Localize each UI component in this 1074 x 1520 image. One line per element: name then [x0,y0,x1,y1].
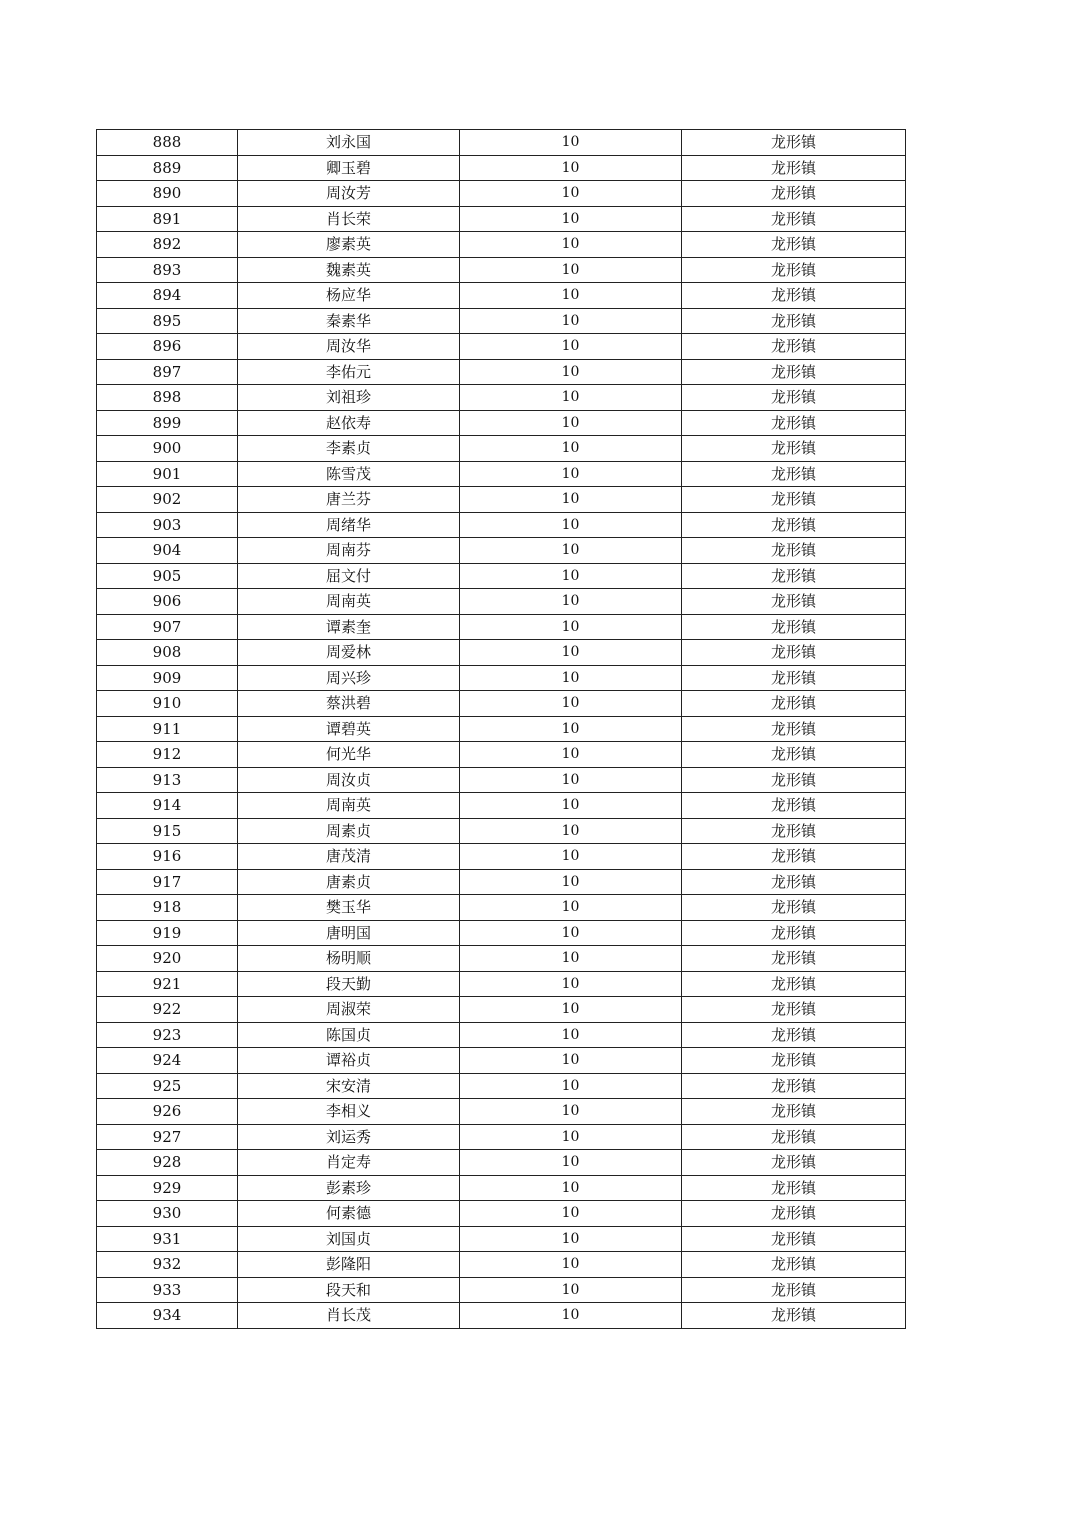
row-number-cell: 919 [97,920,238,946]
row-number-cell: 908 [97,640,238,666]
table-row [97,130,906,156]
table-row [97,1252,906,1278]
row-number-cell: 906 [97,589,238,615]
person-name-cell: 赵依寿 [238,410,460,436]
table-row [97,385,906,411]
town-cell: 龙形镇 [682,563,906,589]
person-name-cell: 蔡洪碧 [238,691,460,717]
row-number-cell: 930 [97,1201,238,1227]
table-row [97,206,906,232]
amount-cell: 10 [460,614,682,640]
table-row [97,1201,906,1227]
town-cell: 龙形镇 [682,1226,906,1252]
table-row [97,1277,906,1303]
person-name-cell: 唐茂清 [238,844,460,870]
row-number-cell: 925 [97,1073,238,1099]
table-row [97,1150,906,1176]
town-cell: 龙形镇 [682,461,906,487]
person-name-cell: 何光华 [238,742,460,768]
table-row [97,283,906,309]
table-row [97,971,906,997]
table-row [97,589,906,615]
town-cell: 龙形镇 [682,410,906,436]
row-number-cell: 902 [97,487,238,513]
person-name-cell: 谭素奎 [238,614,460,640]
row-number-cell: 895 [97,308,238,334]
row-number-cell: 889 [97,155,238,181]
table-row [97,691,906,717]
person-name-cell: 肖定寿 [238,1150,460,1176]
table-row [97,997,906,1023]
town-cell: 龙形镇 [682,895,906,921]
person-name-cell: 刘国贞 [238,1226,460,1252]
amount-cell: 10 [460,487,682,513]
person-name-cell: 樊玉华 [238,895,460,921]
town-cell: 龙形镇 [682,283,906,309]
table-row [97,895,906,921]
town-cell: 龙形镇 [682,130,906,156]
person-name-cell: 谭碧英 [238,716,460,742]
amount-cell: 10 [460,1048,682,1074]
person-name-cell: 廖素英 [238,232,460,258]
table-row [97,920,906,946]
person-name-cell: 李相义 [238,1099,460,1125]
row-number-cell: 913 [97,767,238,793]
table-row [97,844,906,870]
town-cell: 龙形镇 [682,436,906,462]
town-cell: 龙形镇 [682,487,906,513]
town-cell: 龙形镇 [682,665,906,691]
table-row [97,614,906,640]
person-name-cell: 刘运秀 [238,1124,460,1150]
table-row [97,1124,906,1150]
person-name-cell: 唐素贞 [238,869,460,895]
table-row [97,1022,906,1048]
table-row [97,359,906,385]
person-name-cell: 段天和 [238,1277,460,1303]
amount-cell: 10 [460,1124,682,1150]
row-number-cell: 893 [97,257,238,283]
town-cell: 龙形镇 [682,1099,906,1125]
town-cell: 龙形镇 [682,155,906,181]
row-number-cell: 897 [97,359,238,385]
row-number-cell: 909 [97,665,238,691]
town-cell: 龙形镇 [682,308,906,334]
person-name-cell: 李素贞 [238,436,460,462]
amount-cell: 10 [460,691,682,717]
table-row [97,716,906,742]
table-row [97,410,906,436]
amount-cell: 10 [460,920,682,946]
amount-cell: 10 [460,1073,682,1099]
person-name-cell: 周汝贞 [238,767,460,793]
amount-cell: 10 [460,461,682,487]
town-cell: 龙形镇 [682,716,906,742]
row-number-cell: 922 [97,997,238,1023]
amount-cell: 10 [460,308,682,334]
amount-cell: 10 [460,1277,682,1303]
town-cell: 龙形镇 [682,844,906,870]
row-number-cell: 911 [97,716,238,742]
row-number-cell: 918 [97,895,238,921]
row-number-cell: 929 [97,1175,238,1201]
person-name-cell: 陈雪茂 [238,461,460,487]
amount-cell: 10 [460,283,682,309]
amount-cell: 10 [460,1150,682,1176]
row-number-cell: 914 [97,793,238,819]
amount-cell: 10 [460,206,682,232]
table-row [97,155,906,181]
town-cell: 龙形镇 [682,1073,906,1099]
person-name-cell: 周汝华 [238,334,460,360]
person-name-cell: 周素贞 [238,818,460,844]
person-name-cell: 刘祖珍 [238,385,460,411]
row-number-cell: 898 [97,385,238,411]
person-name-cell: 唐兰芬 [238,487,460,513]
amount-cell: 10 [460,334,682,360]
row-number-cell: 916 [97,844,238,870]
roster-table [96,129,906,1329]
amount-cell: 10 [460,359,682,385]
table-row [97,308,906,334]
person-name-cell: 周南英 [238,793,460,819]
person-name-cell: 段天勤 [238,971,460,997]
row-number-cell: 903 [97,512,238,538]
amount-cell: 10 [460,971,682,997]
town-cell: 龙形镇 [682,818,906,844]
row-number-cell: 888 [97,130,238,156]
amount-cell: 10 [460,181,682,207]
town-cell: 龙形镇 [682,997,906,1023]
person-name-cell: 彭素珍 [238,1175,460,1201]
town-cell: 龙形镇 [682,359,906,385]
table-row [97,1048,906,1074]
amount-cell: 10 [460,257,682,283]
town-cell: 龙形镇 [682,1022,906,1048]
row-number-cell: 892 [97,232,238,258]
table-row [97,436,906,462]
row-number-cell: 896 [97,334,238,360]
person-name-cell: 彭隆阳 [238,1252,460,1278]
town-cell: 龙形镇 [682,869,906,895]
table-row [97,257,906,283]
town-cell: 龙形镇 [682,971,906,997]
row-number-cell: 915 [97,818,238,844]
town-cell: 龙形镇 [682,232,906,258]
row-number-cell: 926 [97,1099,238,1125]
row-number-cell: 927 [97,1124,238,1150]
amount-cell: 10 [460,665,682,691]
table-row [97,487,906,513]
town-cell: 龙形镇 [682,1303,906,1329]
amount-cell: 10 [460,716,682,742]
person-name-cell: 杨应华 [238,283,460,309]
amount-cell: 10 [460,232,682,258]
town-cell: 龙形镇 [682,385,906,411]
person-name-cell: 周淑荣 [238,997,460,1023]
row-number-cell: 924 [97,1048,238,1074]
table-row [97,793,906,819]
person-name-cell: 肖长茂 [238,1303,460,1329]
amount-cell: 10 [460,385,682,411]
amount-cell: 10 [460,1252,682,1278]
table-row [97,334,906,360]
row-number-cell: 900 [97,436,238,462]
table-row [97,181,906,207]
town-cell: 龙形镇 [682,767,906,793]
amount-cell: 10 [460,640,682,666]
amount-cell: 10 [460,869,682,895]
town-cell: 龙形镇 [682,181,906,207]
town-cell: 龙形镇 [682,334,906,360]
amount-cell: 10 [460,793,682,819]
town-cell: 龙形镇 [682,206,906,232]
person-name-cell: 屈文付 [238,563,460,589]
person-name-cell: 周绪华 [238,512,460,538]
amount-cell: 10 [460,946,682,972]
town-cell: 龙形镇 [682,691,906,717]
row-number-cell: 933 [97,1277,238,1303]
table-row [97,1175,906,1201]
row-number-cell: 899 [97,410,238,436]
amount-cell: 10 [460,1226,682,1252]
town-cell: 龙形镇 [682,538,906,564]
table-row [97,665,906,691]
row-number-cell: 931 [97,1226,238,1252]
amount-cell: 10 [460,130,682,156]
town-cell: 龙形镇 [682,1048,906,1074]
person-name-cell: 周爱林 [238,640,460,666]
table-row [97,1073,906,1099]
town-cell: 龙形镇 [682,1175,906,1201]
town-cell: 龙形镇 [682,1201,906,1227]
person-name-cell: 何素德 [238,1201,460,1227]
table-row [97,946,906,972]
row-number-cell: 920 [97,946,238,972]
amount-cell: 10 [460,410,682,436]
table-row [97,1226,906,1252]
table-row [97,767,906,793]
row-number-cell: 890 [97,181,238,207]
person-name-cell: 周兴珍 [238,665,460,691]
row-number-cell: 912 [97,742,238,768]
table-row [97,869,906,895]
table-row [97,1099,906,1125]
row-number-cell: 904 [97,538,238,564]
amount-cell: 10 [460,1303,682,1329]
amount-cell: 10 [460,538,682,564]
person-name-cell: 杨明顺 [238,946,460,972]
person-name-cell: 秦素华 [238,308,460,334]
person-name-cell: 周南英 [238,589,460,615]
person-name-cell: 唐明国 [238,920,460,946]
person-name-cell: 卿玉碧 [238,155,460,181]
town-cell: 龙形镇 [682,1277,906,1303]
amount-cell: 10 [460,742,682,768]
person-name-cell: 魏素英 [238,257,460,283]
row-number-cell: 891 [97,206,238,232]
person-name-cell: 刘永国 [238,130,460,156]
amount-cell: 10 [460,436,682,462]
amount-cell: 10 [460,589,682,615]
roster-table-body [97,130,906,1329]
table-row [97,818,906,844]
town-cell: 龙形镇 [682,742,906,768]
person-name-cell: 谭裕贞 [238,1048,460,1074]
table-row [97,512,906,538]
row-number-cell: 921 [97,971,238,997]
person-name-cell: 陈国贞 [238,1022,460,1048]
amount-cell: 10 [460,1099,682,1125]
person-name-cell: 李佑元 [238,359,460,385]
person-name-cell: 宋安清 [238,1073,460,1099]
row-number-cell: 934 [97,1303,238,1329]
town-cell: 龙形镇 [682,946,906,972]
table-row [97,563,906,589]
town-cell: 龙形镇 [682,1252,906,1278]
town-cell: 龙形镇 [682,1150,906,1176]
town-cell: 龙形镇 [682,614,906,640]
amount-cell: 10 [460,1022,682,1048]
row-number-cell: 923 [97,1022,238,1048]
table-row [97,742,906,768]
town-cell: 龙形镇 [682,512,906,538]
row-number-cell: 917 [97,869,238,895]
town-cell: 龙形镇 [682,257,906,283]
table-row [97,232,906,258]
row-number-cell: 901 [97,461,238,487]
row-number-cell: 894 [97,283,238,309]
amount-cell: 10 [460,767,682,793]
table-row [97,640,906,666]
person-name-cell: 周南芬 [238,538,460,564]
amount-cell: 10 [460,895,682,921]
amount-cell: 10 [460,512,682,538]
amount-cell: 10 [460,1175,682,1201]
town-cell: 龙形镇 [682,589,906,615]
row-number-cell: 907 [97,614,238,640]
row-number-cell: 932 [97,1252,238,1278]
amount-cell: 10 [460,844,682,870]
table-row [97,538,906,564]
row-number-cell: 928 [97,1150,238,1176]
town-cell: 龙形镇 [682,1124,906,1150]
town-cell: 龙形镇 [682,640,906,666]
person-name-cell: 周汝芳 [238,181,460,207]
amount-cell: 10 [460,563,682,589]
person-name-cell: 肖长荣 [238,206,460,232]
amount-cell: 10 [460,997,682,1023]
amount-cell: 10 [460,155,682,181]
table-row [97,1303,906,1329]
town-cell: 龙形镇 [682,920,906,946]
amount-cell: 10 [460,818,682,844]
table-row [97,461,906,487]
town-cell: 龙形镇 [682,793,906,819]
row-number-cell: 905 [97,563,238,589]
row-number-cell: 910 [97,691,238,717]
amount-cell: 10 [460,1201,682,1227]
